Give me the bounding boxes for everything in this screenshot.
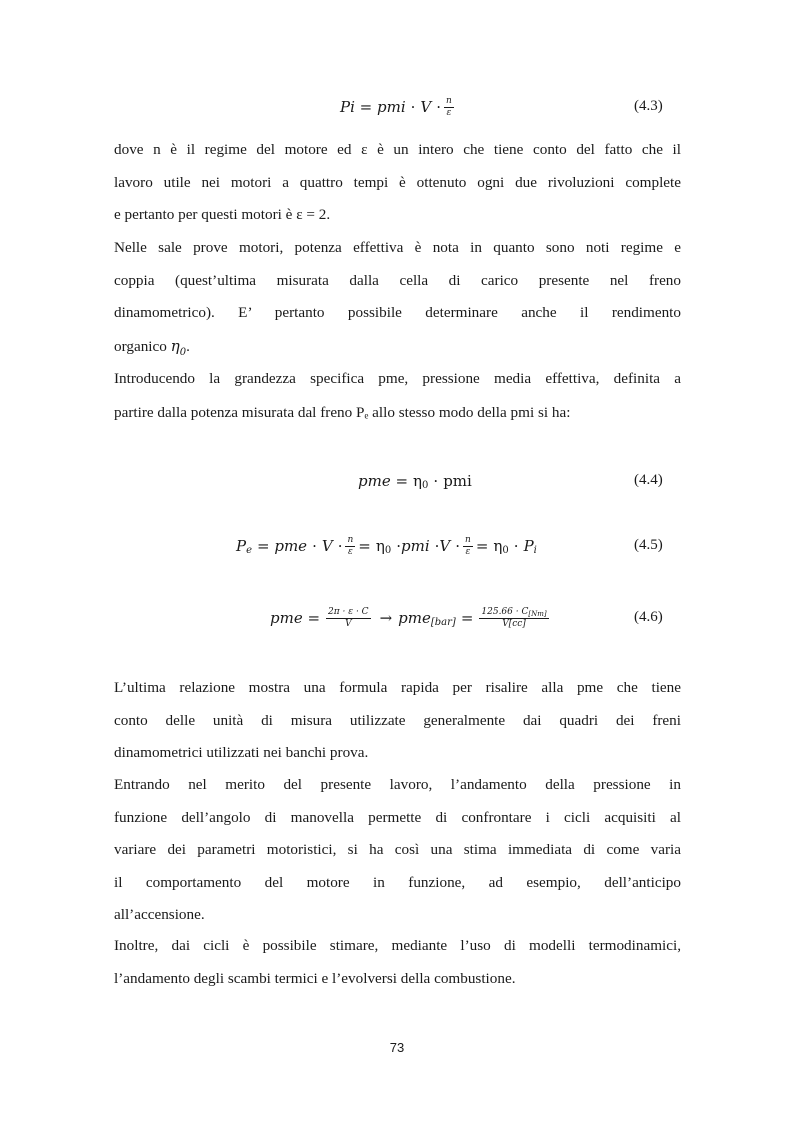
page-number: 73 — [389, 1040, 405, 1055]
paragraph-2 — [114, 232, 681, 365]
text-line: dove n è il regime del motore ed ε è un intero che tiene conto del fatto che il — [114, 141, 681, 158]
text-line: e pertanto per questi motori è ε = 2. — [114, 206, 331, 223]
equation-4-3: Pi = pmi · V · $\frac{n}{\varepsilon}$ — [340, 95, 452, 118]
paragraph-1 — [114, 134, 681, 232]
text-line: partire dalla potenza misurata dal freno Pₑ allo stesso modo della pmi si ha: — [114, 404, 571, 421]
text-line: l’andamento degli scambi termici e l’evolversi della combustione. — [114, 969, 516, 987]
text-line: variare dei parametri motoristici, si ha così una stima immediata di come varia — [114, 841, 681, 858]
equation-number-4-5: (4.5) — [634, 537, 663, 553]
paragraph-6 — [114, 930, 681, 995]
text-line: il comportamento del motore in funzione, ad esempio, dell’anticipo — [114, 873, 681, 891]
text-fragment: organico — [114, 337, 171, 355]
paragraph-5 — [114, 769, 681, 932]
equation-number-4-4: (4.4) — [634, 472, 663, 488]
text-line: organico $\eta_0$. — [114, 336, 190, 358]
text-line: all’accensione. — [114, 906, 205, 923]
equation-4-6: pme = $\frac{2\pi \cdot \varepsilon \cdot C}{V}$ → pme [bar] = $\frac{125.66 \cdot C_{[Nm]}}{V[cc]}$ — [270, 606, 547, 629]
text-line: lavoro utile nei motori a quattro tempi è ottenuto ogni due rivoluzioni complete — [114, 173, 681, 191]
equation-number-4-6: (4.6) — [634, 609, 663, 625]
text-line: dinamometrici utilizzati nei banchi prova. — [114, 744, 369, 761]
paragraph-4 — [114, 672, 681, 770]
text-line: dinamometrico). E’ pertanto possibile determinare anche il rendimento — [114, 304, 681, 321]
text-line: Entrando nel merito del presente lavoro, l’andamento della pressione in — [114, 776, 681, 793]
text-line: funzione dell’angolo di manovella permette di confrontare i cicli acquisiti al — [114, 808, 681, 826]
equation-4-4: pme = η 0 · pmi — [358, 472, 472, 491]
paragraph-3 — [114, 362, 681, 430]
text-line: Nelle sale prove motori, potenza effettiva è nota in quanto sono noti regime e — [114, 239, 681, 256]
text-line: conto delle unità di misura utilizzate generalmente dai quadri dei freni — [114, 711, 681, 729]
text-line: coppia (quest’ultima misurata dalla cella di carico presente nel freno — [114, 271, 681, 289]
eta-zero-symbol: $\eta_0$ — [170, 336, 187, 358]
equation-4-5: P e = pme · V · $\frac{n}{\varepsilon}$ = η 0 · pmi · V · $\frac{n}{\varepsilon}$ = η 0 · P i — [236, 534, 537, 557]
text-line: L’ultima relazione mostra una formula rapida per risalire alla pme che tiene — [114, 679, 681, 696]
equation-number-4-3: (4.3) — [634, 98, 663, 114]
text-line: Introducendo la grandezza specifica pme, pressione media effettiva, definita a — [114, 370, 681, 387]
text-line: Inoltre, dai cicli è possibile stimare, mediante l’uso di modelli termodinamici, — [114, 937, 681, 954]
